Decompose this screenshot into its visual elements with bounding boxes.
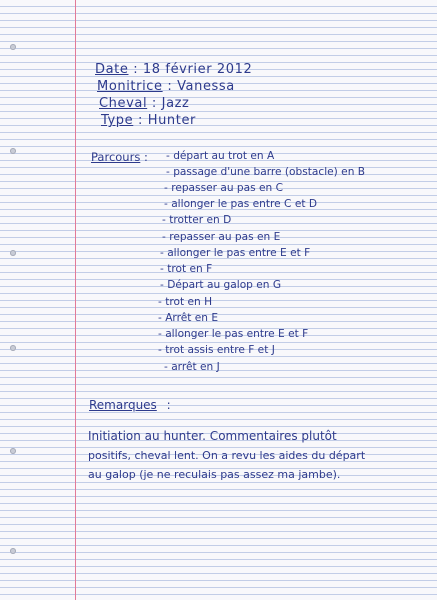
type-line	[101, 113, 196, 128]
binder-hole	[10, 345, 16, 351]
parcours-item: - trotter en D	[162, 214, 232, 226]
monitrice-label: Monitrice	[97, 79, 163, 94]
type-value: : Hunter	[138, 113, 197, 128]
remarques-text	[88, 427, 408, 484]
binder-hole	[10, 448, 16, 454]
parcours-item: - trot en H	[158, 296, 213, 308]
binder-hole	[10, 44, 16, 50]
parcours-separator: :	[143, 150, 148, 164]
date-line	[95, 62, 252, 77]
parcours-item: - départ au trot en A	[166, 150, 275, 162]
parcours-item: - Arrêt en E	[158, 312, 219, 324]
parcours-item: - arrêt en J	[164, 361, 220, 373]
parcours-item: - repasser au pas en E	[162, 231, 281, 243]
remarques-line: positifs, cheval lent. On a revu les aides du départ	[88, 449, 366, 462]
parcours-item: - allonger le pas entre E et F	[158, 328, 309, 340]
parcours-item: - trot en F	[160, 263, 213, 275]
parcours-item: - repasser au pas en C	[164, 182, 283, 194]
monitrice-line	[97, 79, 235, 94]
parcours-item: - trot assis entre F et J	[158, 344, 275, 356]
remarques-separator: :	[166, 398, 171, 412]
parcours-item: - allonger le pas entre E et F	[160, 247, 311, 259]
cheval-value: : Jazz	[151, 96, 190, 111]
parcours-label: Parcours	[91, 150, 141, 164]
remarques-line: au galop (je ne reculais pas assez ma jambe).	[88, 468, 341, 481]
parcours-item: - Départ au galop en G	[160, 279, 282, 291]
margin-line	[75, 0, 76, 600]
parcours-item: - passage d'une barre (obstacle) en B	[166, 166, 366, 178]
parcours-heading	[91, 150, 148, 164]
monitrice-value: : Vanessa	[167, 79, 235, 94]
binder-hole	[10, 548, 16, 554]
remarques-heading	[89, 398, 171, 412]
type-label: Type	[101, 113, 134, 128]
remarques-label: Remarques	[89, 398, 157, 412]
date-value: : 18 février 2012	[133, 62, 253, 77]
cheval-label: Cheval	[99, 96, 148, 111]
remarques-line: Initiation au hunter. Commentaires plutôt	[88, 429, 337, 443]
parcours-item: - allonger le pas entre C et D	[164, 198, 318, 210]
binder-hole	[10, 148, 16, 154]
date-label: Date	[95, 62, 129, 77]
binder-hole	[10, 250, 16, 256]
cheval-line	[99, 96, 189, 111]
